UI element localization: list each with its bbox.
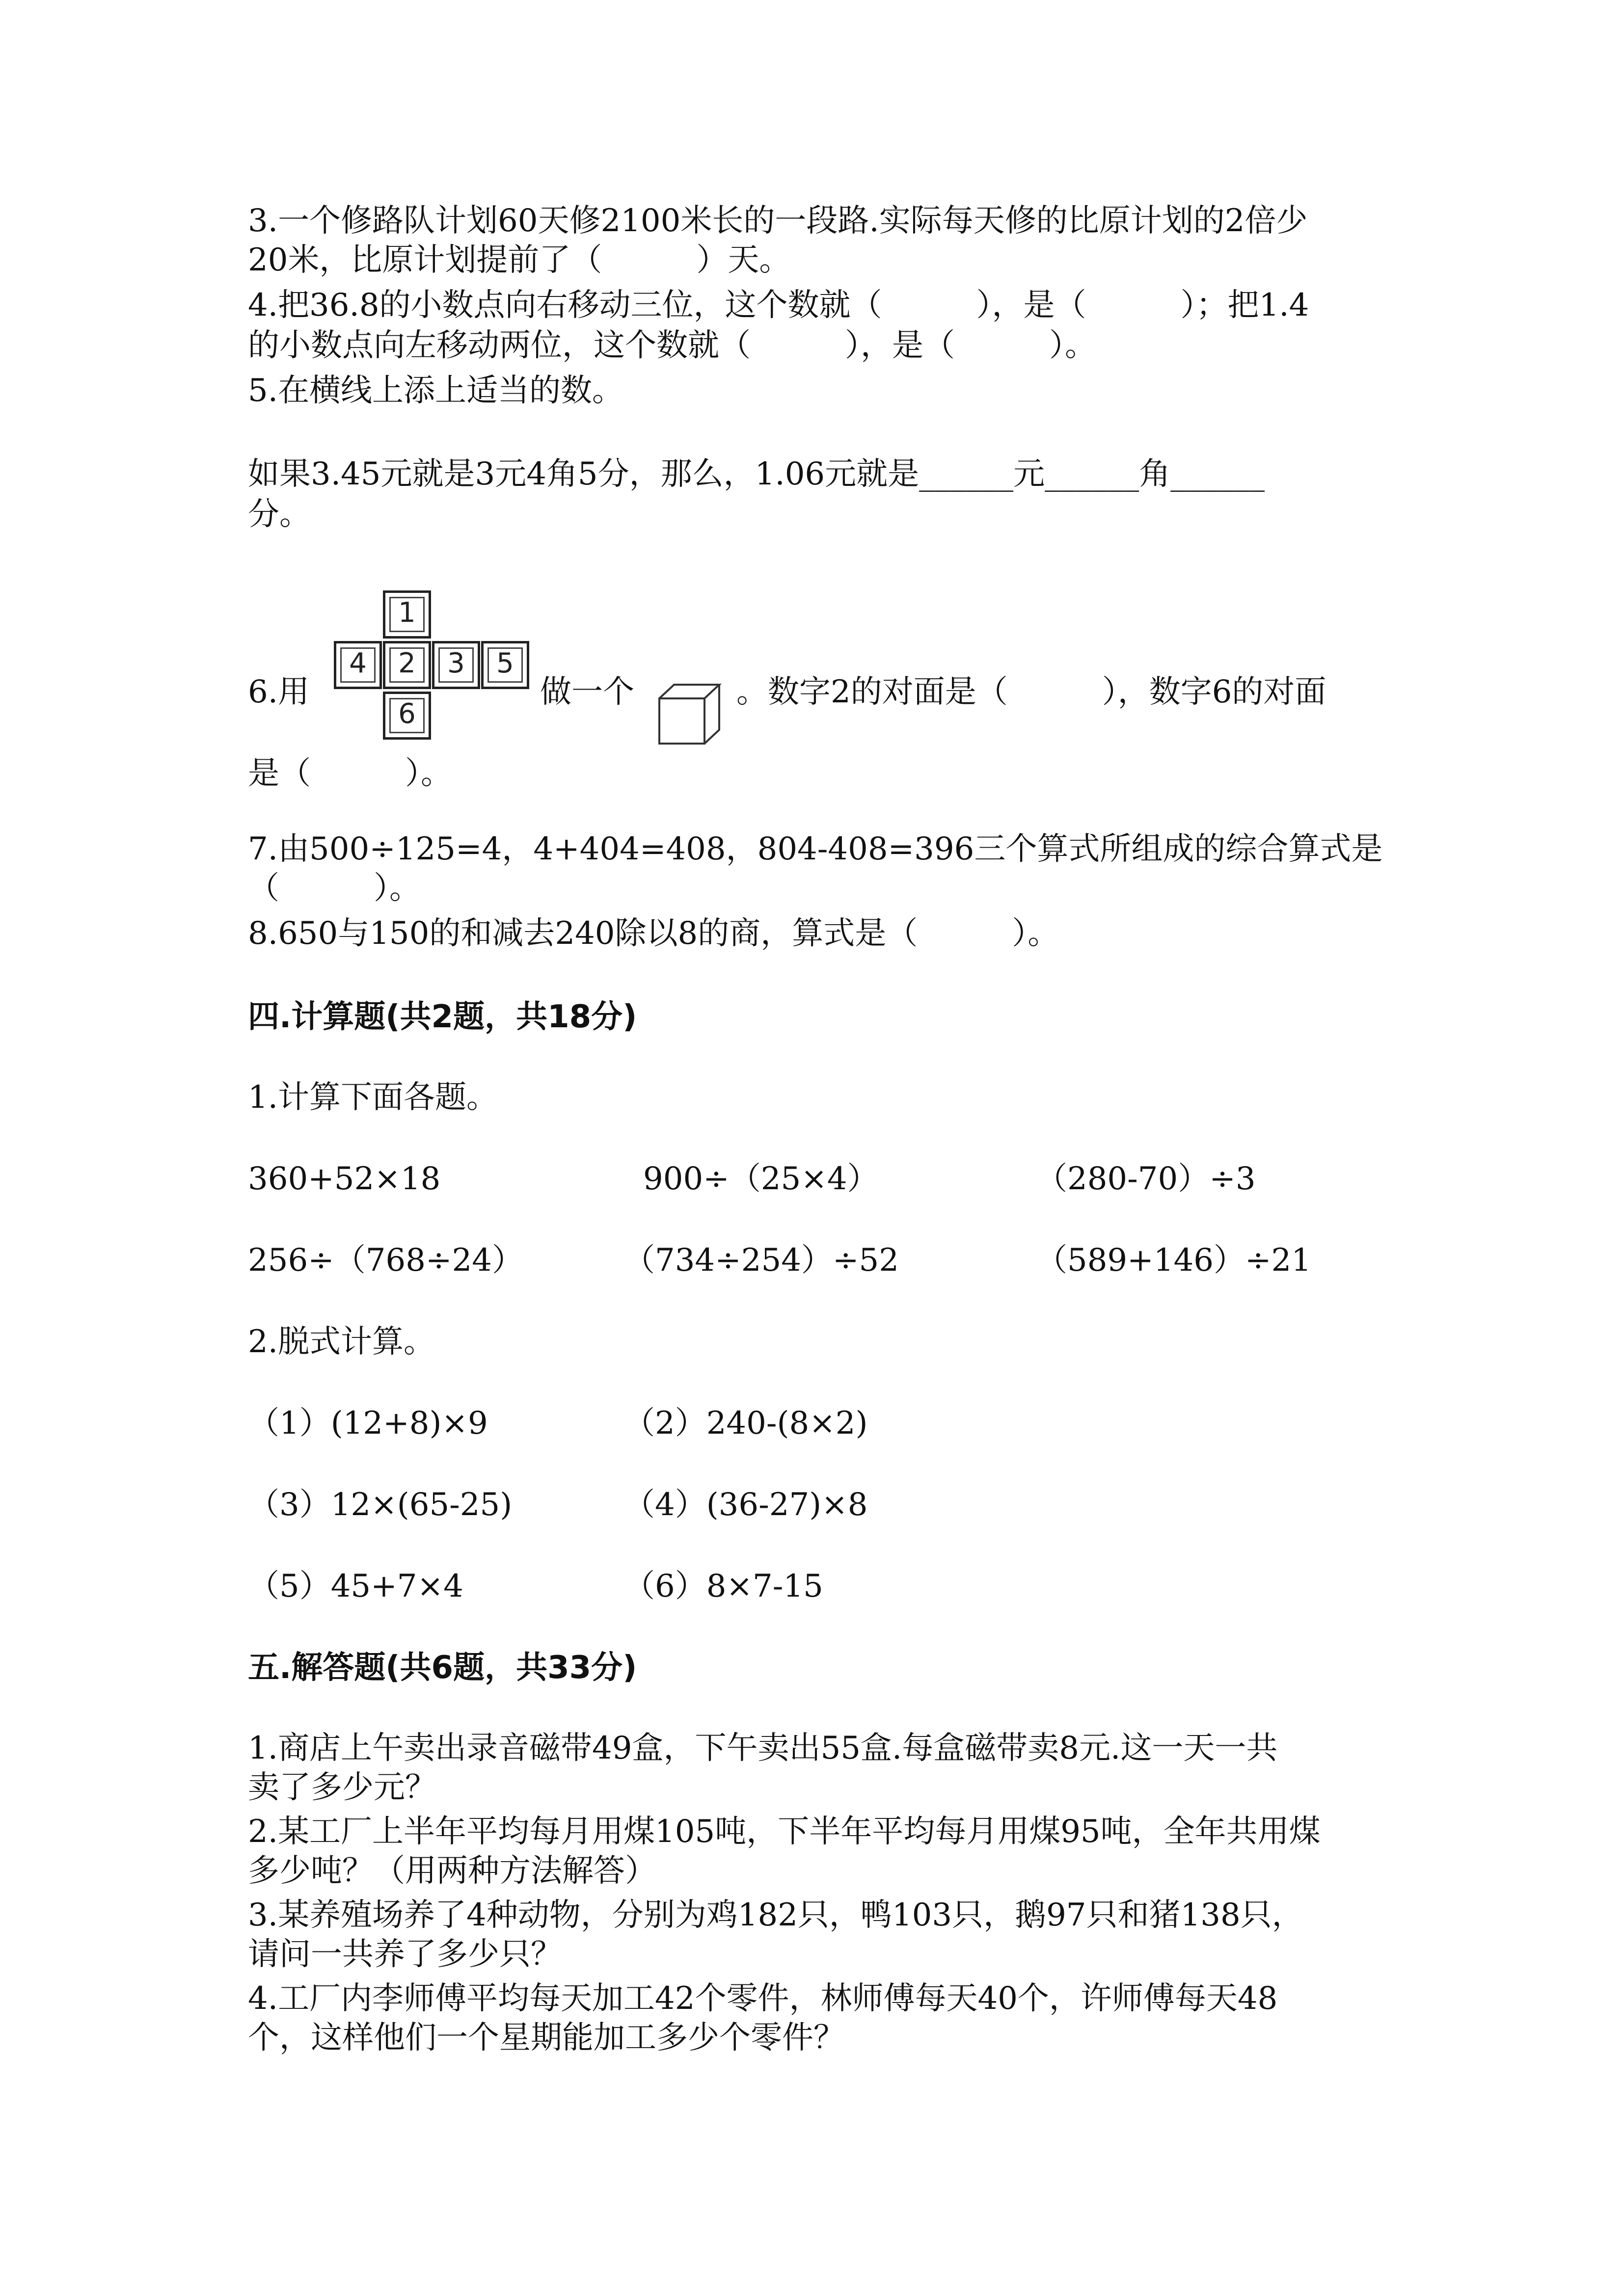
section-5-title: 五.解答题(共6题，共33分) (248, 1650, 637, 1686)
q4-line-2: 的小数点向左移动两位，这个数就（ ），是（ ）。 (248, 327, 1096, 364)
section-4-part-1: 1.计算下面各题。 (248, 1079, 498, 1116)
net-square-6: 6 (383, 692, 431, 740)
net-square-3: 3 (432, 641, 480, 689)
calc-item: 360+52×18 (248, 1161, 441, 1197)
net-square-4: 4 (334, 641, 382, 689)
q5-intro: 5.在横线上添上适当的数。 (248, 373, 624, 409)
q7-line-1: 7.由500÷125=4，4+404=408，804-408=396三个算式所组成的综合算式是 (248, 831, 1383, 867)
cube-icon (655, 680, 724, 748)
calc-item: 900÷（25×4） (643, 1161, 879, 1197)
q8-line: 8.650与150的和减去240除以8的商，算式是（ ）。 (248, 915, 1059, 952)
q6-middle: 做一个 (540, 674, 634, 710)
section-4-part-2: 2.脱式计算。 (248, 1324, 435, 1360)
step-calc-item: （5）45+7×4 (248, 1568, 463, 1604)
sec5-q1-line-2: 卖了多少元？ (248, 1769, 436, 1806)
net-square-2: 2 (383, 641, 431, 689)
section-4-title: 四.计算题(共2题，共18分) (248, 999, 637, 1035)
sec5-q4-line-2: 个，这样他们一个星期能加工多少个零件？ (248, 2020, 845, 2056)
q5-line-2: 分。 (248, 496, 311, 533)
sec5-q1-line-1: 1.商店上午卖出录音磁带49盒，下午卖出55盒.每盒磁带卖8元.这一天一共 (248, 1730, 1278, 1766)
step-calc-item: （1）(12+8)×9 (248, 1405, 488, 1442)
q6-prefix: 6.用 (248, 674, 310, 710)
q5-line-1: 如果3.45元就是3元4角5分，那么，1.06元就是______元______角______ (248, 456, 1265, 492)
q3-line-1: 3.一个修路队计划60天修2100米长的一段路.实际每天修的比原计划的2倍少 (248, 203, 1308, 239)
q3-line-2: 20米，比原计划提前了（ ）天。 (248, 242, 791, 278)
sec5-q4-line-1: 4.工厂内李师傅平均每天加工42个零件，林师傅每天40个，许师傅每天48 (248, 1980, 1278, 2017)
q6-line-2: 是（ ）。 (248, 755, 452, 792)
calc-item: （589+146）÷21 (1036, 1242, 1311, 1279)
net-square-5: 5 (481, 641, 529, 689)
step-calc-item: （2）240-(8×2) (623, 1405, 868, 1442)
step-calc-item: （6）8×7-15 (623, 1568, 823, 1604)
sec5-q3-line-1: 3.某养殖场养了4种动物，分别为鸡182只，鸭103只，鹅97只和猪138只， (248, 1897, 1303, 1933)
net-square-1: 1 (383, 590, 431, 639)
q4-line-1: 4.把36.8的小数点向右移动三位，这个数就（ ），是（ ）；把1.4 (248, 287, 1309, 323)
calc-item: （734÷254）÷52 (623, 1242, 899, 1279)
step-calc-item: （4）(36-27)×8 (623, 1487, 868, 1523)
sec5-q2-line-2: 多少吨？（用两种方法解答） (248, 1853, 656, 1889)
q6-suffix: 。数字2的对面是（ ），数字6的对面 (736, 674, 1326, 710)
calc-item: 256÷（768÷24） (248, 1242, 523, 1279)
step-calc-item: （3）12×(65-25) (248, 1487, 513, 1523)
sec5-q3-line-2: 请问一共养了多少只？ (248, 1936, 562, 1973)
sec5-q2-line-1: 2.某工厂上半年平均每月用煤105吨，下半年平均每月用煤95吨，全年共用煤 (248, 1814, 1321, 1850)
calc-item: （280-70）÷3 (1036, 1161, 1256, 1197)
q7-line-2: （ ）。 (248, 870, 421, 907)
